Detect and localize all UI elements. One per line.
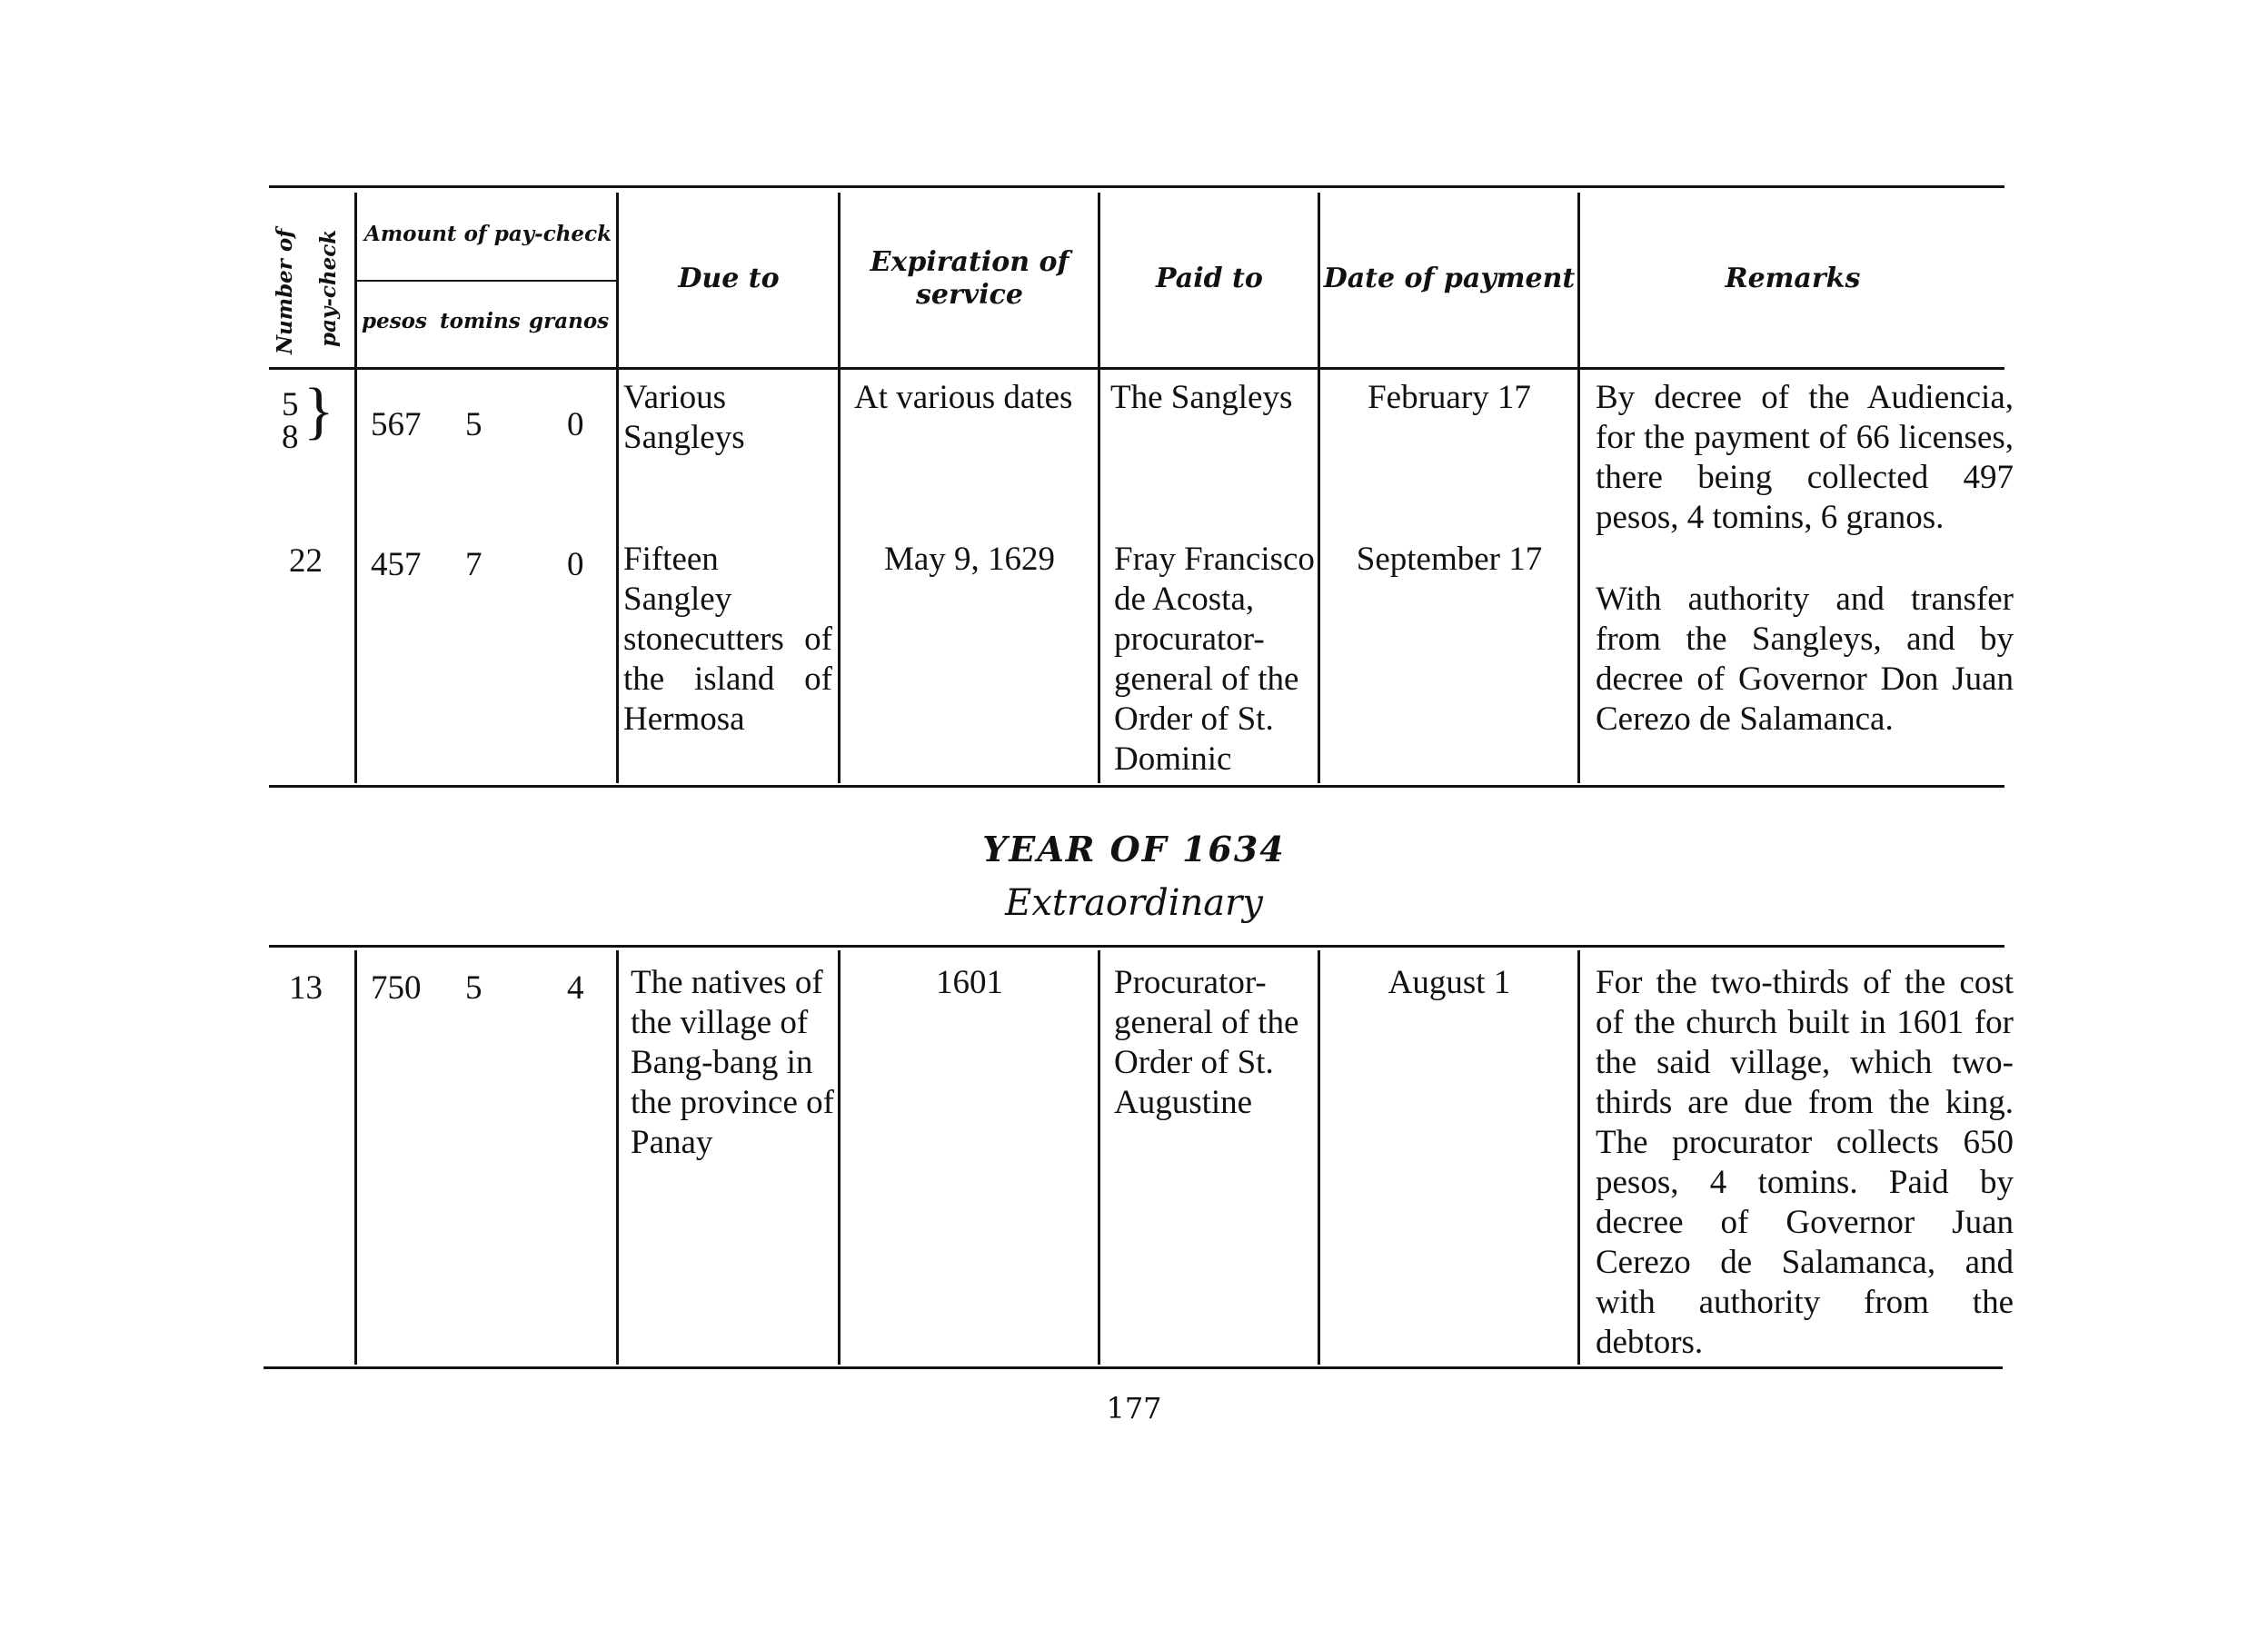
row2-tomins: 7 bbox=[465, 546, 482, 583]
remarks-header: Remarks bbox=[1725, 263, 1861, 294]
row1-granos: 0 bbox=[567, 406, 584, 443]
extraordinary-heading: Extraordinary bbox=[1005, 882, 1263, 924]
col-rule-6 bbox=[1577, 193, 1580, 783]
row2-pesos: 457 bbox=[371, 546, 422, 583]
row2-date: September 17 bbox=[1356, 541, 1543, 578]
row3-granos: 4 bbox=[567, 969, 584, 1007]
amount-header: Amount of pay-check bbox=[363, 222, 612, 246]
pesos-header: pesos bbox=[362, 309, 427, 333]
header-bottom-rule bbox=[269, 367, 2004, 370]
row1-number-bottom: 8 bbox=[282, 419, 299, 456]
row3-remarks: For the two-thirds of the cost of the church built in 1601 for the said village, which two-thirds are due from the king. The procurator collects 650 pesos, 4 tomins. Paid by decree of Governor Juan Cerezo de Salamanca, and with authority from the debtors. bbox=[1596, 964, 2014, 1361]
row3-pesos: 750 bbox=[371, 969, 422, 1007]
row1-due-to: Various Sangleys bbox=[623, 379, 745, 456]
row3-tomins: 5 bbox=[465, 969, 482, 1007]
paid-to-header: Paid to bbox=[1156, 263, 1263, 294]
row3-paid-to: Procurator-general of the Order of St. Augustine bbox=[1114, 964, 1299, 1121]
row2-due-to: Fifteen Sangley stonecutters of the island of Hermosa bbox=[623, 541, 832, 738]
row1-brace: } bbox=[303, 376, 334, 446]
lower-col-rule-4 bbox=[1098, 950, 1100, 1365]
lower-col-rule-3 bbox=[838, 950, 841, 1365]
lower-table-bottom-rule bbox=[264, 1366, 2003, 1369]
col-rule-4 bbox=[1098, 193, 1100, 783]
granos-header: granos bbox=[529, 309, 610, 333]
lower-table-top-rule bbox=[269, 945, 2004, 948]
row1-date: February 17 bbox=[1368, 379, 1531, 416]
lower-col-rule-5 bbox=[1318, 950, 1320, 1365]
number-label-line1: Number of bbox=[273, 228, 297, 354]
row3-number: 13 bbox=[289, 969, 323, 1007]
row1-paid-to: The Sangleys bbox=[1110, 379, 1293, 416]
row3-expiration: 1601 bbox=[936, 964, 1003, 1001]
col-rule-2 bbox=[616, 193, 619, 783]
row3-due-to: The natives of the village of Bang-bang in the province of Panay bbox=[631, 964, 834, 1161]
row2-expiration: May 9, 1629 bbox=[883, 541, 1056, 578]
row2-paid-to: Fray Francisco de Acosta, procurator-general of the Order of St. Dominic bbox=[1114, 541, 1315, 778]
row1-tomins: 5 bbox=[465, 406, 482, 443]
lower-col-rule-2 bbox=[616, 950, 619, 1365]
table-top-rule bbox=[269, 185, 2004, 188]
row3-date: August 1 bbox=[1388, 964, 1511, 1001]
col-rule-3 bbox=[838, 193, 841, 783]
row1-expiration: At various dates bbox=[854, 379, 1073, 416]
row2-number: 22 bbox=[289, 542, 323, 580]
date-header: Date of payment bbox=[1323, 263, 1576, 294]
row1-pesos: 567 bbox=[371, 406, 422, 443]
lower-col-rule-6 bbox=[1577, 950, 1580, 1365]
table-bottom-rule bbox=[269, 785, 2004, 788]
expiration-header bbox=[841, 193, 1098, 365]
lower-col-rule-1 bbox=[354, 950, 357, 1365]
row2-granos: 0 bbox=[567, 546, 584, 583]
row2-remarks: With authority and transfer from the Sangleys, and by decree of Governor Don Juan Cerezo de Salamanca. bbox=[1596, 581, 2014, 738]
row1-number-top: 5 bbox=[282, 386, 299, 423]
expiration-header-line2: service bbox=[916, 279, 1023, 311]
row1-remarks: By decree of the Audiencia, for the payment of 66 licenses, there being collected 497 pesos, 4 tomins, 6 granos. bbox=[1596, 379, 2014, 536]
expiration-header-line1: Expiration of bbox=[870, 246, 1069, 278]
number-label-line2: pay-check bbox=[316, 229, 341, 347]
col-rule-1 bbox=[354, 193, 357, 783]
due-to-header: Due to bbox=[678, 263, 780, 294]
tomins-header: tomins bbox=[440, 309, 521, 333]
col-rule-5 bbox=[1318, 193, 1320, 783]
amount-subheader-rule bbox=[356, 280, 618, 282]
year-heading: YEAR OF 1634 bbox=[982, 829, 1286, 869]
page-number: 177 bbox=[1106, 1391, 1162, 1425]
